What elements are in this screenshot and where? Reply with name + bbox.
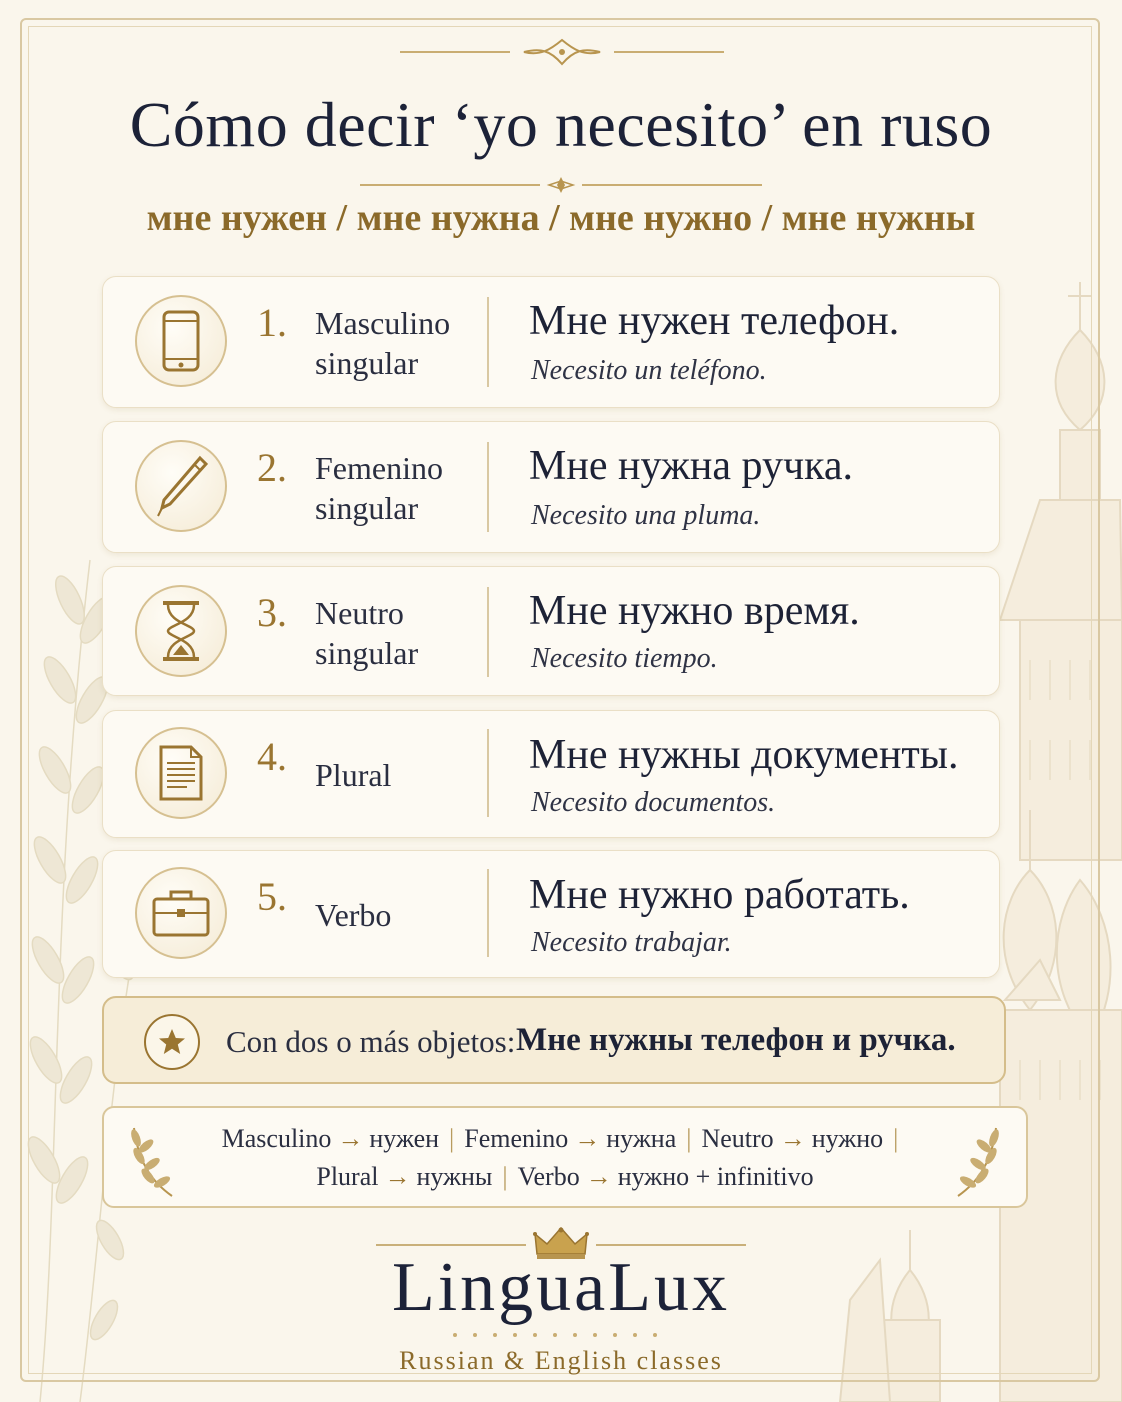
spanish-translation: Necesito tiempo. bbox=[531, 643, 718, 674]
card-number: 1. bbox=[257, 300, 287, 345]
category-line: singular bbox=[315, 635, 419, 671]
arrow-icon: → bbox=[779, 1124, 806, 1153]
summary-row-1 bbox=[104, 1124, 1026, 1154]
brand-dots bbox=[450, 1330, 672, 1340]
card-plural bbox=[102, 710, 1000, 838]
top-ornament-icon bbox=[400, 36, 724, 68]
russian-phrase: Мне нужен телефон. bbox=[529, 298, 900, 344]
title-divider-icon bbox=[360, 176, 762, 194]
page-title: Cómo decir ‘yo necesito’ en ruso bbox=[129, 89, 993, 160]
category-line: singular bbox=[315, 345, 419, 381]
note-label: Con dos o más objetos: bbox=[226, 1024, 516, 1059]
spanish-translation: Necesito un teléfono. bbox=[531, 355, 767, 386]
brand-divider bbox=[596, 1244, 746, 1246]
card-category bbox=[315, 895, 475, 935]
separator: | bbox=[502, 1162, 508, 1191]
brand-divider bbox=[376, 1244, 526, 1246]
summary-right: нужны bbox=[416, 1162, 493, 1191]
summary-row-2 bbox=[104, 1162, 1026, 1192]
category-line: Verbo bbox=[315, 897, 392, 933]
note-box bbox=[102, 996, 1006, 1084]
page-subtitle: мне нужен / мне нужна / мне нужно / мне нужны bbox=[146, 197, 976, 239]
card-divider bbox=[487, 297, 489, 387]
summary-right: нужен bbox=[369, 1124, 440, 1153]
summary-box bbox=[102, 1106, 1028, 1208]
category-line: Neutro bbox=[315, 595, 404, 631]
arrow-icon: → bbox=[574, 1124, 601, 1153]
category-line: Masculino bbox=[315, 305, 451, 341]
arrow-icon: → bbox=[337, 1124, 364, 1153]
card-number: 4. bbox=[257, 734, 287, 779]
arrow-icon: → bbox=[585, 1162, 612, 1191]
category-line: Plural bbox=[315, 757, 392, 793]
category-line: singular bbox=[315, 490, 419, 526]
star-icon bbox=[144, 1014, 200, 1070]
brand-name: LinguaLux bbox=[391, 1249, 731, 1326]
document-icon bbox=[135, 727, 227, 819]
card-verb bbox=[102, 850, 1000, 978]
russian-phrase: Мне нужны документы. bbox=[529, 732, 959, 778]
russian-phrase: Мне нужно время. bbox=[529, 588, 860, 634]
russian-phrase: Мне нужна ручка. bbox=[529, 443, 854, 489]
summary-left: Femenino bbox=[464, 1124, 569, 1153]
note-example: Мне нужны телефон и ручка. bbox=[516, 1022, 956, 1058]
card-divider bbox=[487, 587, 489, 677]
card-category bbox=[315, 303, 475, 383]
summary-left: Neutro bbox=[701, 1124, 774, 1153]
card-number: 2. bbox=[257, 445, 287, 490]
summary-right: нужно + infinitivo bbox=[617, 1162, 814, 1191]
russian-phrase: Мне нужно работать. bbox=[529, 872, 910, 918]
arrow-icon: → bbox=[384, 1162, 411, 1191]
card-category bbox=[315, 593, 475, 673]
separator: | bbox=[686, 1124, 692, 1153]
card-number: 5. bbox=[257, 874, 287, 919]
hourglass-icon bbox=[135, 585, 227, 677]
card-number: 3. bbox=[257, 590, 287, 635]
phone-icon bbox=[135, 295, 227, 387]
card-divider bbox=[487, 869, 489, 957]
spanish-translation: Necesito una pluma. bbox=[531, 500, 761, 531]
category-line: Femenino bbox=[315, 450, 443, 486]
card-divider bbox=[487, 729, 489, 817]
summary-left: Verbo bbox=[517, 1162, 580, 1191]
briefcase-icon bbox=[135, 867, 227, 959]
card-category bbox=[315, 755, 475, 795]
summary-right: нужно bbox=[811, 1124, 884, 1153]
spanish-translation: Necesito trabajar. bbox=[531, 927, 732, 958]
card-category bbox=[315, 448, 475, 528]
card-neuter bbox=[102, 566, 1000, 696]
separator: | bbox=[893, 1124, 899, 1153]
summary-left: Plural bbox=[316, 1162, 379, 1191]
card-feminine bbox=[102, 421, 1000, 553]
spanish-translation: Necesito documentos. bbox=[531, 787, 776, 818]
card-masculine bbox=[102, 276, 1000, 408]
card-divider bbox=[487, 442, 489, 532]
summary-left: Masculino bbox=[221, 1124, 332, 1153]
pen-icon bbox=[135, 440, 227, 532]
separator: | bbox=[449, 1124, 455, 1153]
brand-tagline: Russian & English classes bbox=[399, 1346, 723, 1375]
summary-right: нужна bbox=[606, 1124, 677, 1153]
